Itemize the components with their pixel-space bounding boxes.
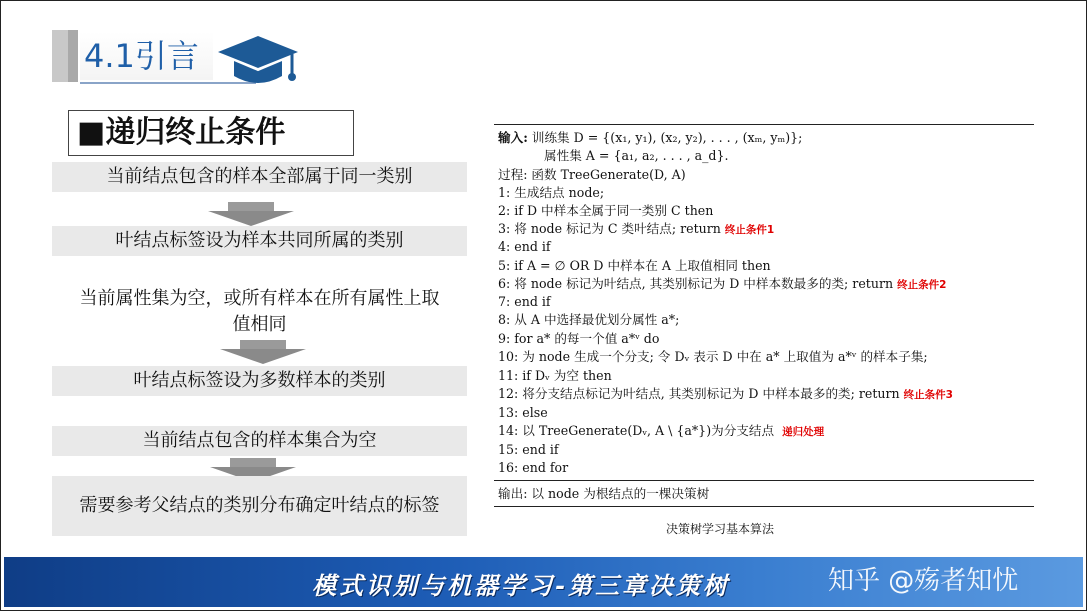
algo-line-12: 12: 将分支结点标记为叶结点, 其类别标记为 D 中样本最多的类; return 终止条件3: [498, 386, 953, 401]
watermark: 知乎 @殇者知忧: [828, 566, 1019, 596]
algo-line-15: 15: end if: [498, 442, 559, 457]
note-stop-2: 终止条件2: [897, 279, 947, 291]
algo-line-2: 2: if D 中样本全属于同一类别 C then: [498, 203, 714, 218]
note-recursion: 递归处理: [782, 426, 825, 438]
flow-step-2: 叶结点标签设为样本共同所属的类别: [52, 226, 467, 256]
algo-line-7: 7: end if: [498, 294, 551, 309]
flow-step-4: 叶结点标签设为多数样本的类别: [52, 366, 467, 396]
input-line-1: 输入: 训练集 D = {(x₁, y₁), (x₂, y₂), . . . , (xₘ, yₘ)};: [498, 130, 803, 145]
flow-step-6: 需要参考父结点的类别分布确定叶结点的标签: [52, 476, 467, 536]
note-stop-3: 终止条件3: [903, 389, 953, 401]
flow-step-5: 当前结点包含的样本集合为空: [52, 426, 467, 456]
algo-line-4: 4: end if: [498, 239, 551, 254]
flow-step-3: 当前属性集为空，或所有样本在所有属性上取值相同: [79, 288, 440, 335]
algo-line-11: 11: if Dᵥ 为空 then: [498, 368, 612, 383]
algo-line-13: 13: else: [498, 405, 548, 420]
input-line-2: 属性集 A = {a₁, a₂, . . . , a_d}.: [544, 148, 729, 163]
algorithm-panel: [486, 112, 1046, 544]
flow-step-1: 当前结点包含的样本全部属于同一类别: [52, 162, 467, 192]
down-arrow-icon: [220, 340, 306, 364]
note-stop-1: 终止条件1: [724, 224, 775, 236]
header-accent-bar: [52, 30, 68, 82]
algorithm-caption: 决策树学习基本算法: [666, 522, 775, 536]
graduation-cap-icon: [212, 30, 304, 92]
bottom-rule: [494, 506, 1034, 507]
algo-line-1: 1: 生成结点 node;: [498, 185, 605, 200]
top-rule: [494, 124, 1034, 125]
header-accent-bar-dark: [68, 30, 78, 82]
page-title: 4.1引言: [80, 32, 213, 80]
algo-line-16: 16: end for: [498, 460, 569, 475]
footer-title: 模式识别与机器学习-第三章决策树: [312, 571, 730, 600]
output-line: 输出: 以 node 为根结点的一棵决策树: [498, 486, 710, 501]
down-arrow-icon: [208, 202, 294, 226]
algo-line-9: 9: for a* 的每一个值 a*ᵛ do: [498, 331, 660, 346]
algo-line-8: 8: 从 A 中选择最优划分属性 a*;: [498, 312, 680, 327]
algo-line-5: 5: if A = ∅ OR D 中样本在 A 上取值相同 then: [498, 258, 771, 273]
section-title: ■递归终止条件: [68, 110, 354, 156]
process-line: 过程: 函数 TreeGenerate(D, A): [498, 167, 686, 182]
algo-line-14: 14: 以 TreeGenerate(Dᵥ, A \ {a*})为分支结点 递归处理: [498, 423, 825, 438]
algo-line-10: 10: 为 node 生成一个分支; 令 Dᵥ 表示 D 中在 a* 上取值为 a*ᵛ 的样本子集;: [498, 349, 928, 364]
algo-line-6: 6: 将 node 标记为叶结点, 其类别标记为 D 中样本数最多的类; return 终止条件2: [498, 276, 947, 291]
mid-rule: [494, 480, 1034, 481]
algo-line-3: 3: 将 node 标记为 C 类叶结点; return 终止条件1: [498, 221, 775, 236]
